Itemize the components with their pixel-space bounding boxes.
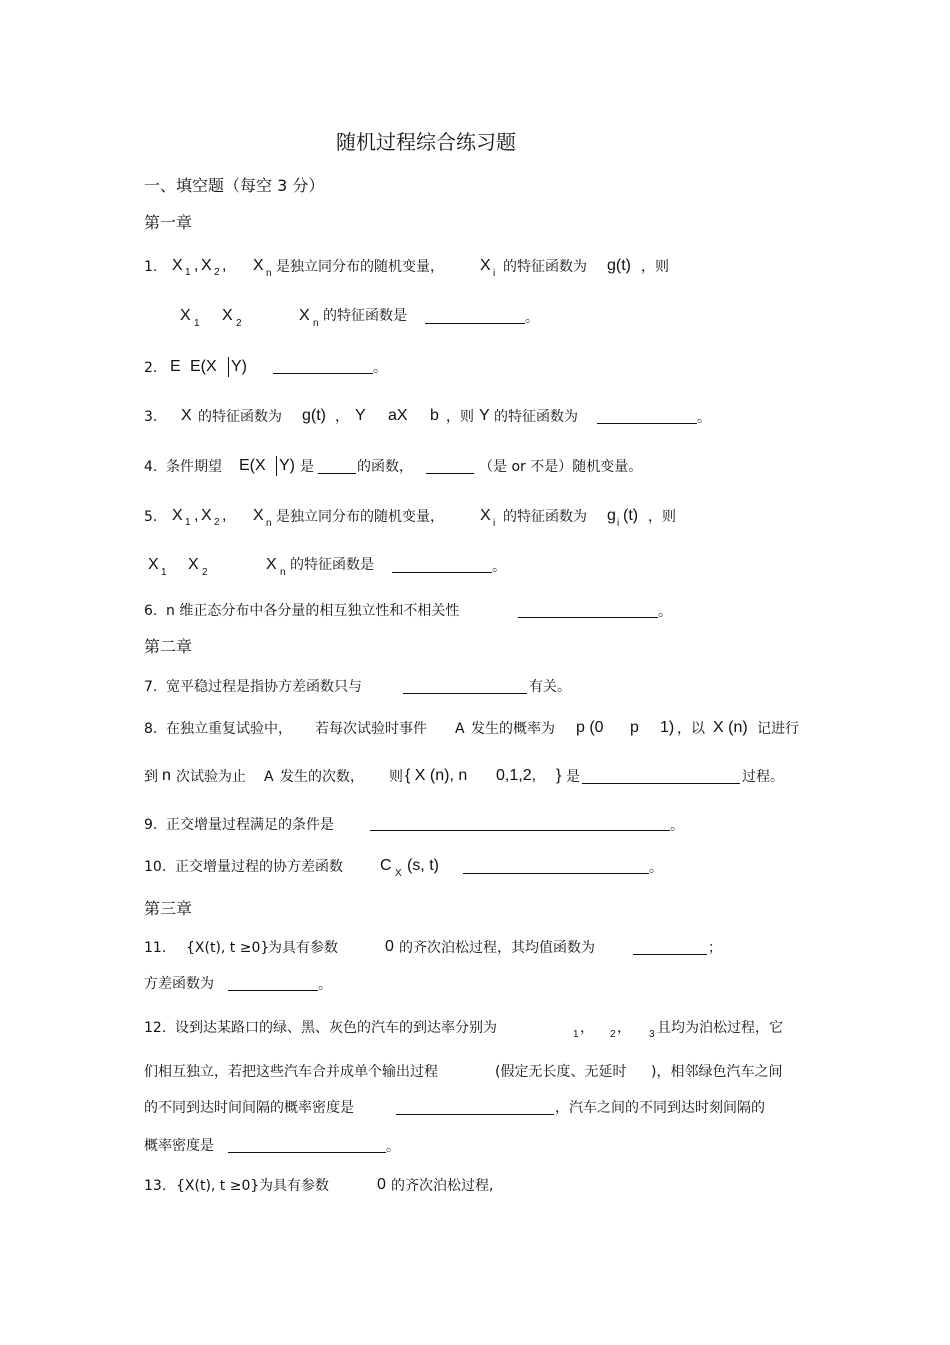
answer-blank: [318, 473, 356, 474]
chapter-heading-3: 第三章: [144, 899, 193, 918]
answer-blank: [518, 617, 658, 618]
answer-blank: [228, 1152, 386, 1153]
exercise-page: 随机过程综合练习题 一、填空题（每空 3 分） 第一章 1. X 1 , X 2 , X n 是独立同分布的随机变量， X i 的特征函数为 g(t) ，则 X 1 X 2 X n 的特征函数是 。 2. E E(X Y) 。 3. X 的特征函数为 g(t) ， Y aX b ，则 Y 的特征函数为 。 4. 条件期望 E(X Y) 是 的函数， （是 or 不是）随机变量。 5. X 1 , X 2 , X n 是独立同分布的随机变量， X i 的特征函数为 g i (t) ，则 X 1 X 2 X n 的特征函数是 。 6. n 维正态分布中各分量的相互独立性和不相关性 。 第二章 7. 宽平稳过程是指协方差函数只与 有关。 8. 在独立重复试验中， 若每次试验时事件 A 发生的概率为 p (0 p 1) ，以 X (n) 记进行 到 n 次试验为止 A 发生的次数， 则 { X (n), n 0,1,2, } 是 过程。 9. 正交增量过程满足的条件是 。 10. 正交增量过程的协方差函数 C X (s, t) 。 第三章 11. {X(t), t ≥0} 为具有参数 0 的齐次泊松过程，其均值函数为 ； 方差函数为 。 12. 设到达某路口的绿、黑、灰色的汽车的到达率分别为 1 ， 2 ， 3 且均为泊松过程，它 们相互独立，若把这些汽车合并成单个输出过程 (假定无长度、无延时 )，相邻绿色汽车之间 的不同到达时间间隔的概率密度是 ，汽车之间的不同到达时刻间隔的 概率密度是 。 13. {X(t), t ≥0} 为具有参数 0 的齐次泊松过程,: [144, 130, 799, 1194]
chapter-heading-1: 第一章: [144, 213, 193, 232]
answer-blank: [403, 693, 527, 694]
answer-blank: [597, 423, 697, 424]
answer-blank: [425, 323, 525, 324]
answer-blank: [633, 954, 707, 955]
answer-blank: [426, 473, 474, 474]
section-heading-fill-blank: 一、填空题（每空 3 分）: [144, 176, 325, 195]
chapter-heading-2: 第二章: [144, 637, 193, 656]
answer-blank: [396, 1114, 554, 1115]
answer-blank: [582, 783, 740, 784]
answer-blank: [392, 572, 492, 573]
answer-blank: [463, 873, 649, 874]
answer-blank: [370, 830, 670, 831]
page-title: 随机过程综合练习题: [336, 130, 516, 154]
answer-blank: [273, 373, 373, 374]
answer-blank: [228, 990, 318, 991]
